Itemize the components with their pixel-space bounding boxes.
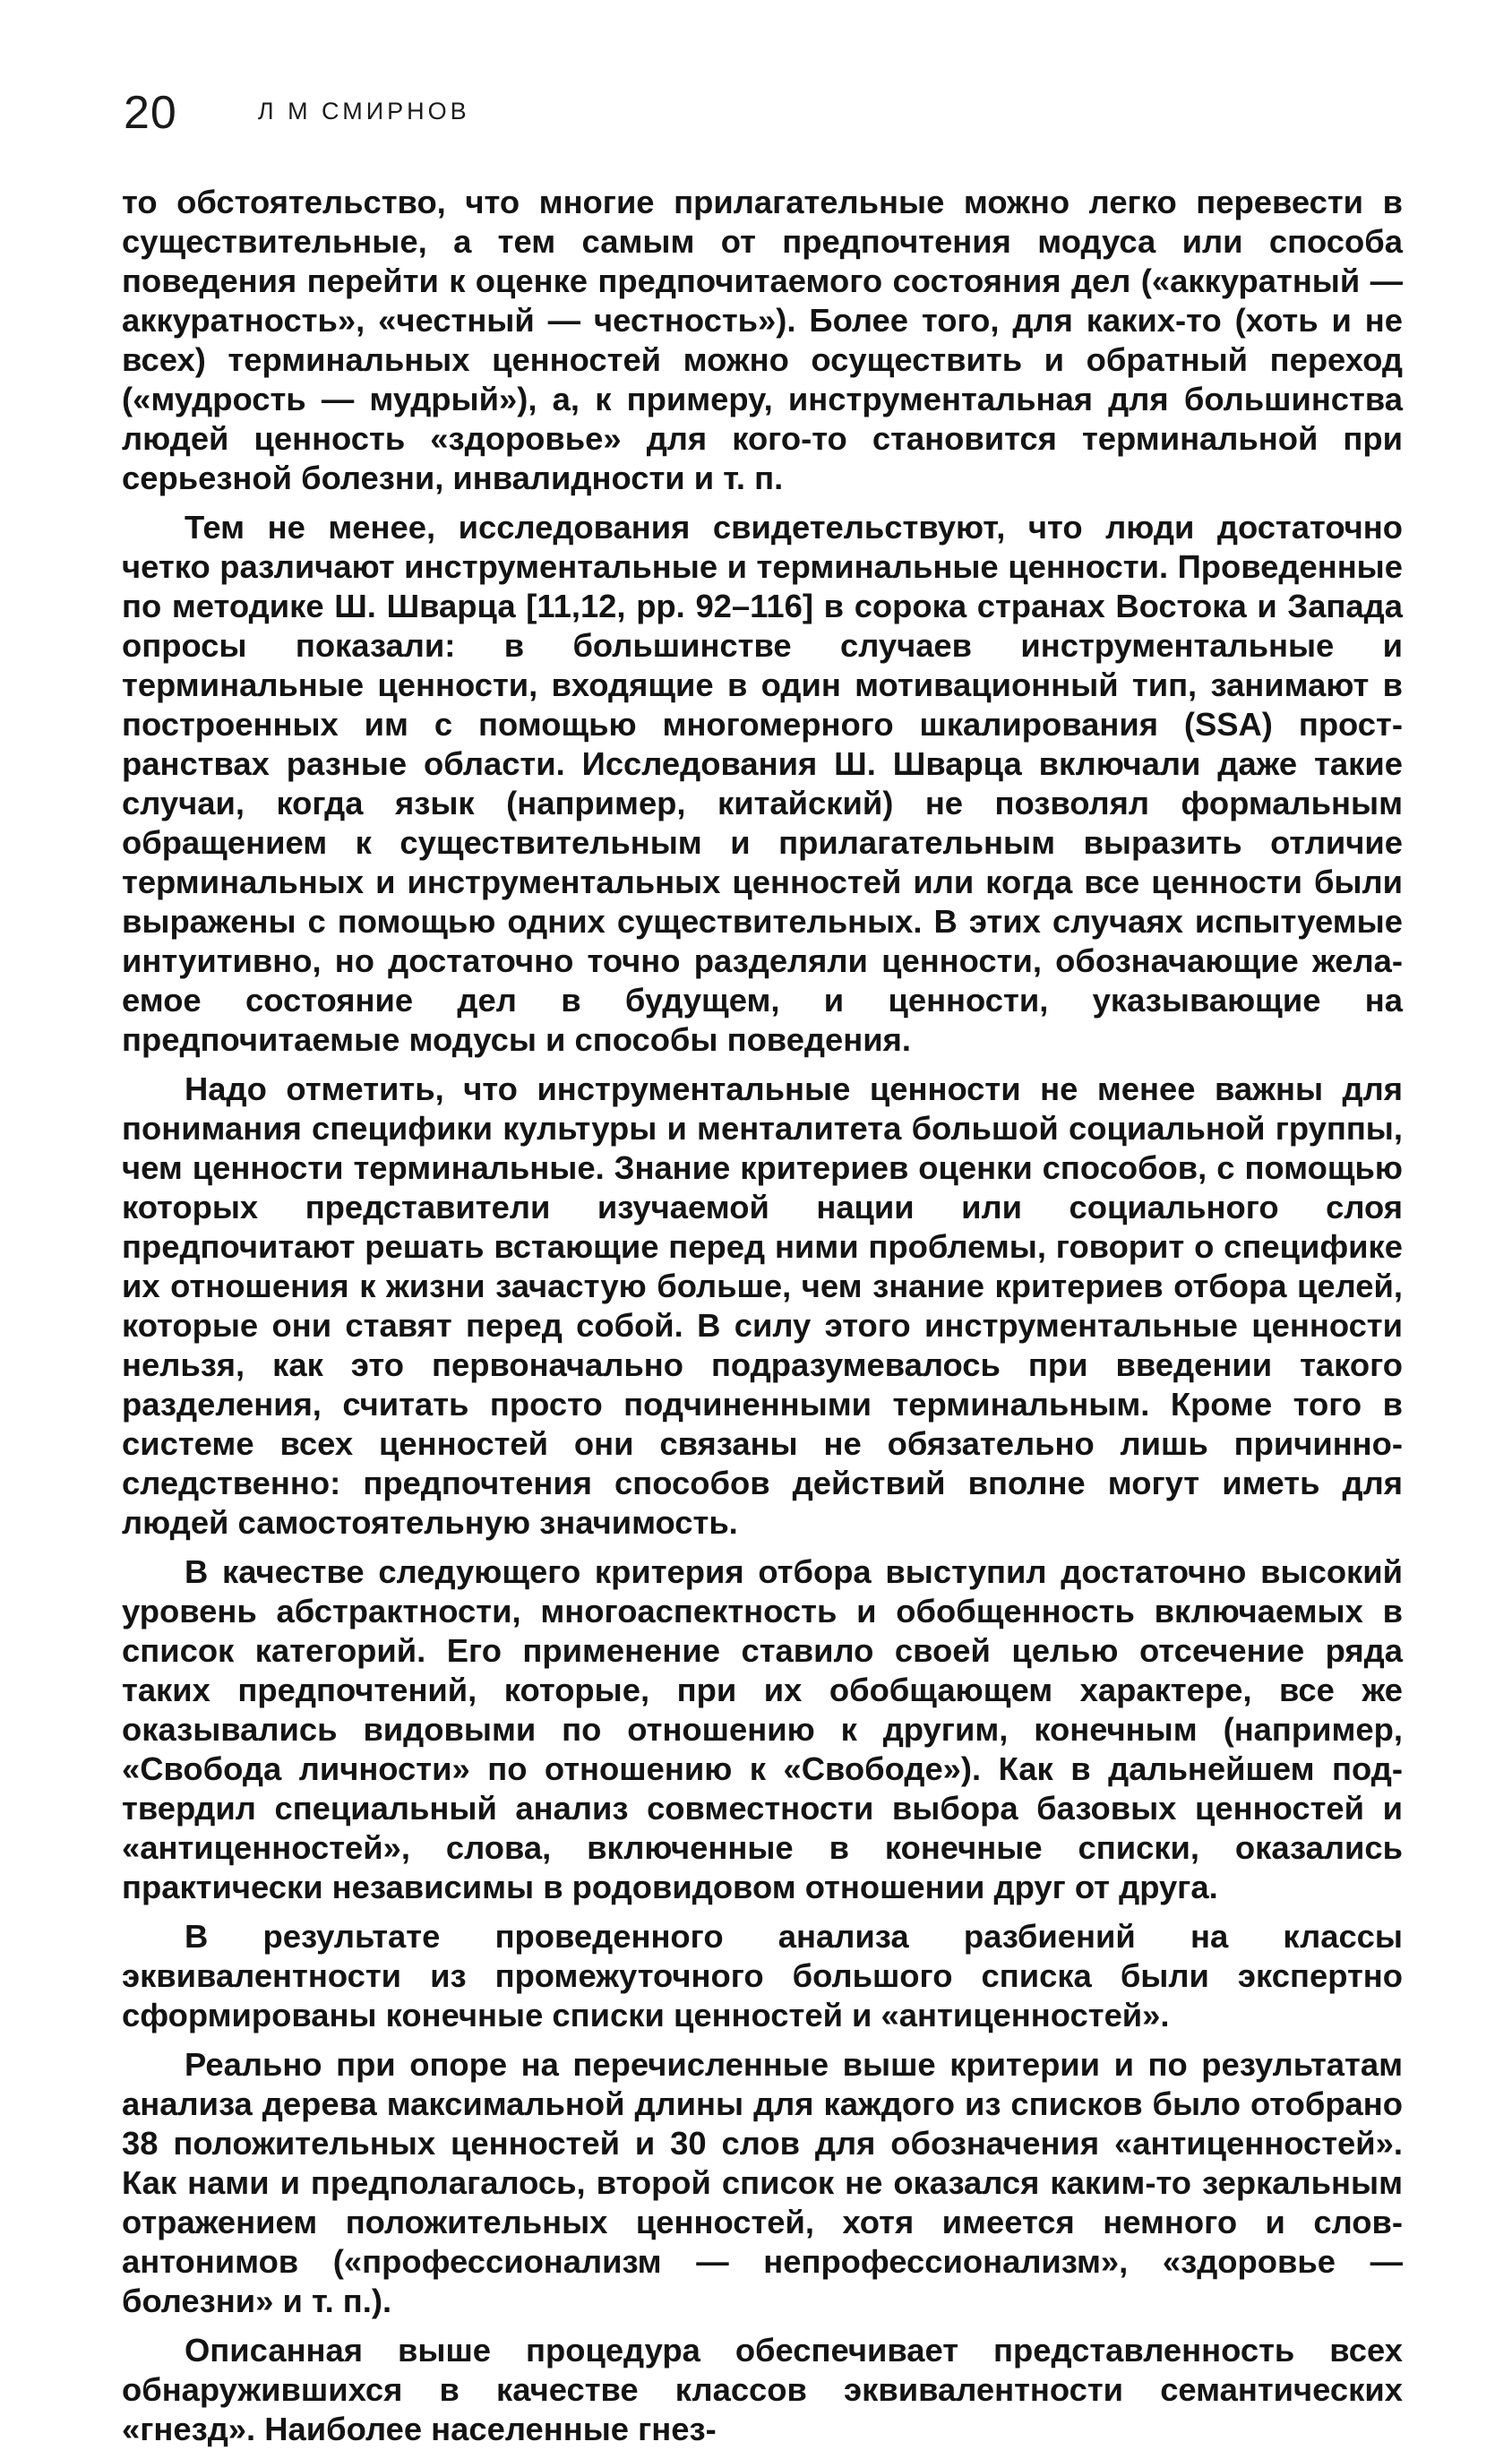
paragraph-1: то обстоятельство, что многие прилагательные можно легко перевести в существительные, а тем самым от предпочтения модуса или способа поведения перейти к оценке предпочитаемого состояния дел («аккуратный — аккуратность», «честный — честность»). Более того, для каких-то (хоть и не всех) терминальных ценностей можно осуществить и обратный переход («мудрость — мудрый»), а, к примеру, инструментальная для большинства людей ценность «здоровье» для кого-то становится терминальной при серьезной болезни, инвалидности и т. п. [122,184,1403,496]
paragraph-2: Тем не менее, исследования свидетельствуют, что люди достаточно четко различают инструментальные и терминальные ценности. Проведенные по методике Ш. Шварца [11,12, pp. 92–116] в сорока странах Востока и Запада опросы показали: в большинстве случаев инструментальные и терминальные ценности, входящие в один мотивационный тип, занимают в построенных им с помощью многомерного шкалирования (SSA) пространствах разные области. Исследования Ш. Шварца включали даже такие случаи, когда язык (например, китайский) не позволял формальным обращением к существительным и прилагательным выразить отличие терминальных и инструментальных ценностей или когда все ценности были выражены с помощью одних существительных. В этих случаях испытуемые интуитивно, но достаточно точно разделяли ценности, обозначающие желаемое состояние дел в будущем, и ценности, указывающие на предпочитаемые модусы и способы поведения. [122,509,1403,1058]
page-number: 20 [124,87,177,139]
body-text [122,183,1403,2459]
paragraph-3: Надо отметить, что инструментальные ценности не менее важны для понимания специфики культуры и менталитета большой социальной группы, чем ценности терминальные. Знание критериев оценки способов, с помощью которых представители изучаемой нации или социального слоя предпочитают решать встающие перед ними проблемы, говорит о специфике их отношения к жизни зачастую больше, чем знание критериев отбора целей, которые они ставят перед собой. В силу этого инструментальные ценности нельзя, как это первоначально подразумевалось при введении такого разделения, считать просто подчиненными терминальным. Кроме того в системе всех ценностей они связаны не обязательно лишь причинно-следственно: предпочтения способов действий вполне могут иметь для людей самостоятельную значимость. [122,1070,1403,1541]
paragraph-5: В результате проведенного анализа разбиений на классы эквивалентности из промежуточного большого списка были экспертно сформированы конечные списки ценностей и «антиценностей». [122,1918,1403,2033]
running-head [124,86,470,149]
paragraph-7: Описанная выше процедура обеспечивает представленность всех обнаружившихся в качестве классов эквивалентности семантических «гнезд». Наиболее населенные гнез- [122,2332,1403,2447]
paragraph-4: В качестве следующего критерия отбора выступил достаточно высокий уровень абстрактности, многоаспектность и обобщенность включаемых в список категорий. Его применение ставило своей целью отсечение ряда таких предпочтений, которые, при их обобщающем характере, все же оказывались видовыми по отношению к другим, конечным (например, «Свобода личности» по отношению к «Свободе»). Как в дальнейшем подтвердил специальный анализ совместности выбора базовых ценностей и «антиценностей», слова, включенные в конечные списки, оказались практически независимы в родовидовом отношении друг от друга. [122,1553,1403,1905]
paragraph-6: Реально при опоре на перечисленные выше критерии и по результатам анализа дерева максимальной длины для каждого из списков было отобрано 38 положительных ценностей и 30 слов для обозначения «антиценностей». Как нами и предполагалось, второй список не оказался каким-то зеркальным отражением положительных ценностей, хотя имеется немного и слов-антонимов («профессионализм — непрофессионализм», «здоровье — болезни» и т. п.). [122,2046,1403,2319]
author-name: Л М СМИРНОВ [257,98,470,125]
